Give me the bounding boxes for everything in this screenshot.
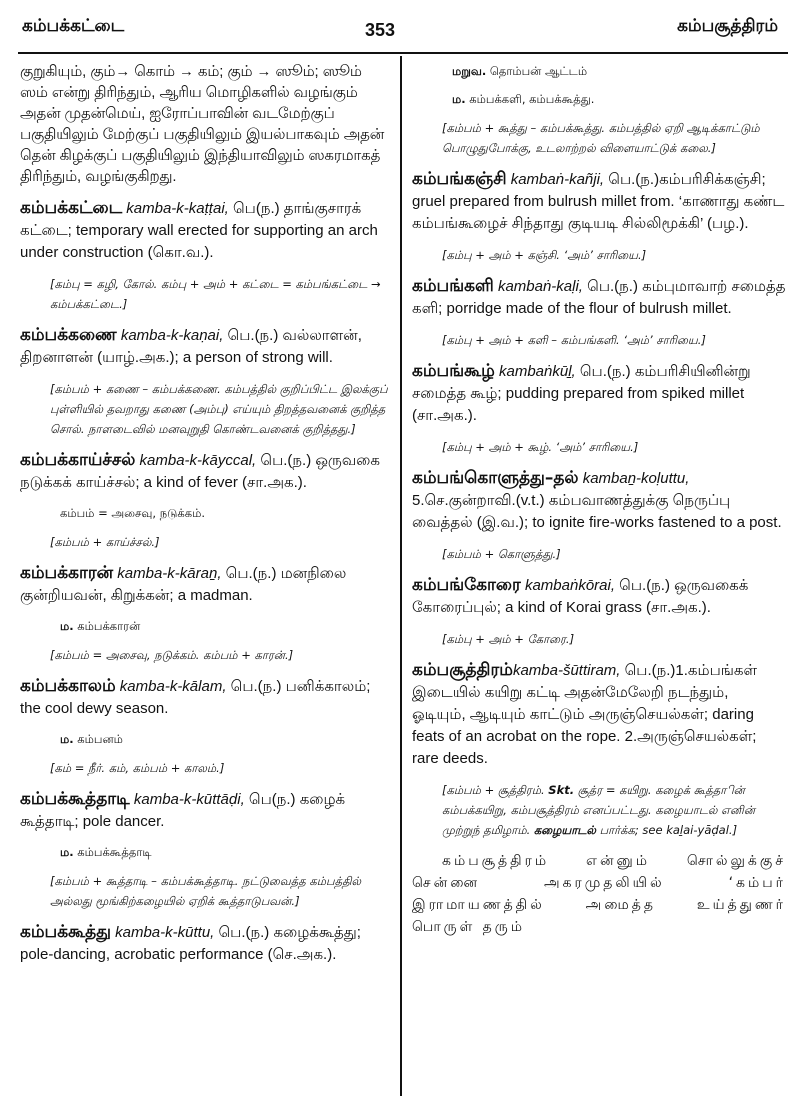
cognate-line bbox=[20, 843, 392, 861]
note-part: சூத்ர = கயிறு. கழைக் கூத்தாின் கம்பக்கயிறு, கம்பசூத்திரம் எனப்பட்டது. கழையாடல் எனின் முற்றுந் தமிழாம். bbox=[442, 783, 755, 837]
headword: கம்பக்கூத்தாடி bbox=[20, 789, 130, 809]
note-part: பார்க்க; see kaḻai-yāḍal.] bbox=[595, 823, 738, 837]
cognate-line bbox=[412, 90, 786, 108]
entry bbox=[412, 467, 786, 534]
etymology-note: [கம்பம் + கூத்து – கம்பக்கூத்து. கம்பத்தில் ஏறி ஆடிக்காட்டும் பொழுதுபோக்கு, உடலாற்றல் விளையாட்டுக் கலை.] bbox=[442, 121, 760, 155]
entry bbox=[412, 574, 786, 619]
etymology-note: [கம்பு = கழி, கோல். கம்பு + அம் + கட்டை = கம்பங்கட்டை → கம்பக்கட்டை.] bbox=[50, 277, 381, 311]
headword: கம்பக்கட்டை bbox=[20, 198, 123, 218]
headword: கம்பங்கோரை bbox=[412, 575, 521, 595]
definition: பெ.(ந.) ஒருவகைக் கோரைப்புல்; a kind of Korai grass (சா.அக.). bbox=[412, 577, 749, 616]
left-guide-word: கம்பக்கட்டை bbox=[22, 16, 125, 36]
etymology-note: [கம் = நீர். கம், கம்பம் + காலம்.] bbox=[50, 761, 225, 775]
headword: கம்பங்களி bbox=[412, 276, 494, 296]
entry bbox=[412, 360, 786, 427]
etymology-note bbox=[412, 780, 786, 840]
language-label: ம. bbox=[452, 92, 466, 106]
cross-reference: கழையாடல் bbox=[533, 823, 596, 837]
synonym: தொம்பன் ஆட்டம் bbox=[489, 64, 588, 78]
language-label: ம. bbox=[60, 619, 74, 633]
definition: பெ.(ந.) பனிக்காலம்; the cool dewy season. bbox=[20, 678, 371, 717]
entry bbox=[412, 659, 786, 770]
headword: கம்பங்கூழ் bbox=[412, 361, 495, 381]
transliteration: kamba-k-kālam, bbox=[119, 678, 227, 695]
column-divider bbox=[400, 56, 402, 1096]
right-guide-word: கம்பசூத்திரம் bbox=[677, 16, 778, 36]
transliteration: kambaṅ-kañji, bbox=[510, 171, 605, 188]
cognate: கம்பக்களி, கம்பக்கூத்து. bbox=[469, 92, 595, 106]
transliteration: kamba-k-kūttu, bbox=[115, 924, 215, 941]
cognate-line: கம்பம் = அசைவு, நடுக்கம். bbox=[60, 506, 205, 520]
transliteration: kambaṉ-koḷuttu, bbox=[582, 470, 690, 487]
page-number: 353 bbox=[365, 20, 396, 40]
definition: பெ.(ந.) மனநிலை குன்றியவன், கிறுக்கன்; a madman. bbox=[20, 565, 347, 604]
transliteration: kamba-k-kūttāḍi, bbox=[133, 791, 245, 808]
etymology-note: [கம்பம் = அசைவு, நடுக்கம். கம்பம் + காரன்.] bbox=[50, 648, 294, 662]
language-label: ம. bbox=[60, 845, 74, 859]
transliteration: kamba-k-kaṇai, bbox=[120, 327, 224, 344]
entry bbox=[412, 168, 786, 235]
headword: கம்பங்கஞ்சி bbox=[412, 169, 507, 189]
etymology-note: [கம்பு + அம் + கஞ்சி. ‘அம்’ சாரியை.] bbox=[442, 248, 647, 262]
definition: பெ(ந.) கழைக் கூத்தாடி; pole dancer. bbox=[20, 791, 346, 830]
headword: கம்பசூத்திரம் bbox=[412, 660, 513, 680]
note-part: [கம்பம் + சூத்திரம். bbox=[442, 783, 549, 797]
cognate-line bbox=[20, 730, 392, 748]
entry bbox=[412, 275, 786, 320]
synonym-label: மறுவ. bbox=[452, 64, 487, 78]
definition: பெ(ந.) தாங்குசாரக் கட்டை; temporary wall erected for supporting an arch under construction (கொ.வ.). bbox=[20, 200, 378, 261]
entry bbox=[20, 197, 392, 264]
transliteration: kamba-k-kāyccal, bbox=[139, 452, 257, 469]
etymology-note: [கம்பு + அம் + களி – கம்பங்களி. ‘அம்’ சாரியை.] bbox=[442, 333, 706, 347]
definition: 5.செ.குன்றாவி.(v.t.) கம்பவாணத்துக்கு நெருப்பு வைத்தல் (இ.வ.); to ignite fire-works fastened to a post. bbox=[412, 492, 782, 531]
headword: கம்பக்காலம் bbox=[20, 676, 116, 696]
skt-label: Skt. bbox=[548, 783, 575, 797]
body-paragraph: கம்பசூத்திரம் என்னும் சொல்லுக்குச் சென்னை அகரமுதலியில் ‘கம்பர் இராமாயணத்தில் அமைத்த உய்த்துணர் பொருள் தரும் bbox=[412, 853, 786, 935]
etymology-note: [கம்பம் + காய்ச்சல்.] bbox=[50, 535, 160, 549]
cognate: கம்பனம் bbox=[77, 732, 123, 746]
etymology-note: [கம்பம் + கூத்தாடி – கம்பக்கூத்தாடி. நட்டுவைத்த கம்பத்தில் அல்லது மூங்கிற்கழையில் ஏறிக் கூத்தாடுபவன்.] bbox=[50, 874, 362, 908]
headword: கம்பக்காய்ச்சல் bbox=[20, 450, 136, 470]
headword: கம்பக்கணை bbox=[20, 325, 117, 345]
transliteration: kamba-k-kāraṉ, bbox=[117, 565, 222, 582]
definition: பெ.(ந.) வல்லாளன், திறனாளன் (யாழ்.அக.); a person of strong will. bbox=[20, 327, 362, 366]
cognate: கம்பக்கூத்தாடி bbox=[77, 845, 152, 859]
etymology-note: [கம்பம் + கொளுத்து.] bbox=[442, 547, 561, 561]
etymology-note: [கம்பு + அம் + கூழ். ‘அம்’ சாரியை.] bbox=[442, 440, 639, 454]
cognate-line bbox=[20, 617, 392, 635]
entry bbox=[20, 324, 392, 369]
definition: பெ.(ந.) ஒருவகை நடுக்கக் காய்ச்சல்; a kind of fever (சா.அக.). bbox=[20, 452, 380, 491]
headword: கம்பக்காரன் bbox=[20, 563, 114, 583]
etymology-note: [கம்பு + அம் + கோரை.] bbox=[442, 632, 575, 646]
left-column bbox=[20, 62, 392, 1097]
headword: கம்பங்கொளுத்து–தல் bbox=[412, 468, 579, 488]
entry bbox=[20, 921, 392, 966]
headword: கம்பக்கூத்து bbox=[20, 922, 111, 942]
transliteration: kambaṅ-kaḷi, bbox=[497, 278, 583, 295]
etymology-note: [கம்பம் + கணை – கம்பக்கணை. கம்பத்தில் குறிப்பிட்ட இலக்குப் புள்ளியில் தவறாது கணை (அம்பு) எய்யும் திறத்தவனைக் குறித்த சொல். நாளடைவில் மனவுறுதி கொண்டவனைக் குறித்தது.] bbox=[50, 382, 388, 436]
page-header bbox=[0, 0, 800, 52]
header-rule bbox=[18, 52, 788, 54]
definition: பெ.(ந.)கம்பரிசிக்கஞ்சி; gruel prepared from bulrush millet from. ‘காணாது கண்ட கம்பங்கூழைச் சிந்தாது குடியடி சில்லிமூக்கி’ (பழ.). bbox=[412, 171, 785, 232]
synonym-line bbox=[412, 62, 786, 80]
definition: பெ.(ந.) கழைக்கூத்து; pole-dancing, acrobatic performance (செ.அக.). bbox=[20, 924, 361, 963]
definition: பெ.(ந.)1.கம்பங்கள் இடையில் கயிறு கட்டி அதன்மேலேறி நடந்தும், ஓடியும், ஆடியும் காட்டும் அருஞ்செயல்கள்; daring feats of an acrobat on the rope. 2.அருஞ்செயல்கள்; rare deeds. bbox=[412, 662, 758, 767]
entry bbox=[20, 675, 392, 720]
transliteration: kamba-k-kaṭṭai, bbox=[126, 200, 229, 217]
entry bbox=[20, 788, 392, 833]
intro-paragraph: குறுகியும், கும்→ கொம் → கம்; கும் → ஸூம்; ஸூம் ஸம் என்று திரிந்தும், ஆரிய மொழிகளில் வழங்கும் அதன் முதன்மெய், ஐரோப்பாவின் வடமேற்குப் பகுதியிலும் மேற்குப் பகுதியிலும் இயல்பாகவும் அதன் தென் கிழக்குப் பகுதியிலும் இந்தியாவிலும் ஸகரமாகத் திரிந்தும், வழங்குகிறது. bbox=[20, 64, 385, 185]
entry bbox=[20, 562, 392, 607]
definition: பெ.(ந.) கம்புமாவாற் சமைத்த களி; porridge made of the flour of bulrush millet. bbox=[412, 278, 786, 317]
transliteration: kamba-šūttiram, bbox=[512, 662, 621, 679]
definition: பெ.(ந.) கம்பரிசியினின்று சமைத்த கூழ்; pudding prepared from spiked millet (சா.அக.). bbox=[412, 363, 751, 424]
cognate: கம்பக்காரன் bbox=[77, 619, 141, 633]
language-label: ம. bbox=[60, 732, 74, 746]
right-column bbox=[412, 62, 786, 1097]
transliteration: kambaṅkūḻ, bbox=[499, 363, 576, 380]
entry bbox=[20, 449, 392, 494]
transliteration: kambaṅkōrai, bbox=[524, 577, 616, 594]
